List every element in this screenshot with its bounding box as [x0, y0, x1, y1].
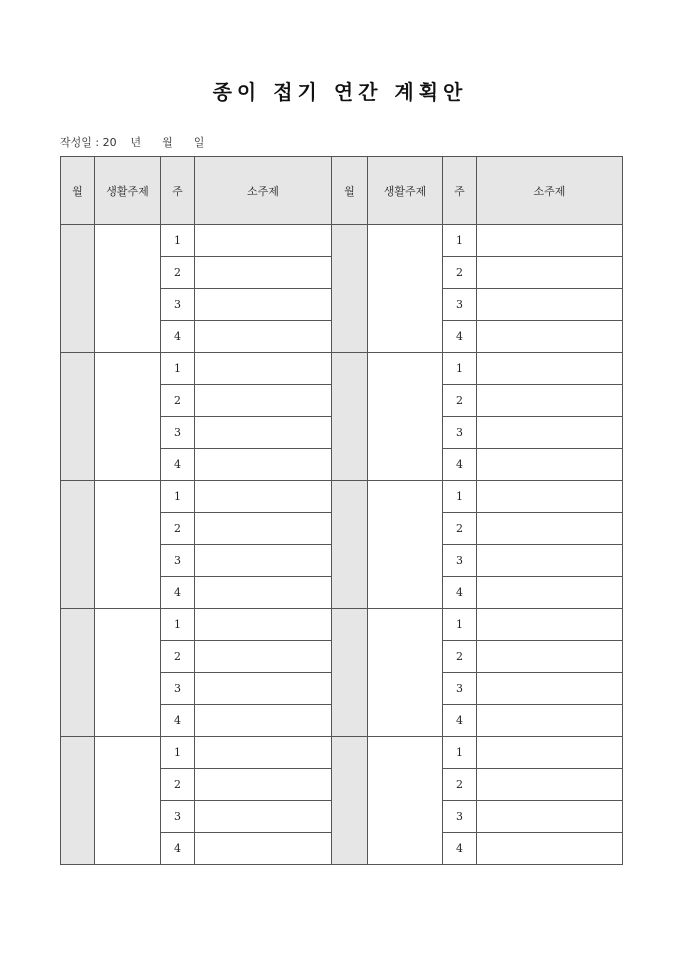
week-number-right: 1 — [443, 609, 477, 641]
sub-theme-cell-right[interactable] — [477, 577, 623, 609]
week-number-right: 1 — [443, 225, 477, 257]
sub-theme-cell-right[interactable] — [477, 449, 623, 481]
sub-theme-cell-right[interactable] — [477, 385, 623, 417]
week-number-right: 2 — [443, 513, 477, 545]
sub-theme-cell-left[interactable] — [195, 673, 332, 705]
sub-theme-cell-left[interactable] — [195, 737, 332, 769]
sub-theme-cell-right[interactable] — [477, 801, 623, 833]
sub-theme-cell-left[interactable] — [195, 801, 332, 833]
sub-theme-cell-right[interactable] — [477, 225, 623, 257]
week-number-left: 1 — [161, 353, 195, 385]
header-month: 월 — [61, 157, 95, 225]
week-number-right: 4 — [443, 321, 477, 353]
week-number-right: 4 — [443, 577, 477, 609]
week-number-right: 3 — [443, 289, 477, 321]
week-number-left: 3 — [161, 545, 195, 577]
week-number-right: 3 — [443, 673, 477, 705]
header-sub-theme: 소주제 — [477, 157, 623, 225]
table-row — [61, 609, 623, 641]
month-cell-left[interactable] — [61, 225, 95, 353]
life-theme-cell-left[interactable] — [95, 737, 161, 865]
life-theme-cell-right[interactable] — [368, 481, 443, 609]
week-number-right: 3 — [443, 417, 477, 449]
week-number-right: 1 — [443, 737, 477, 769]
week-number-left: 4 — [161, 321, 195, 353]
sub-theme-cell-left[interactable] — [195, 385, 332, 417]
sub-theme-cell-left[interactable] — [195, 609, 332, 641]
week-number-left: 4 — [161, 833, 195, 865]
sub-theme-cell-left[interactable] — [195, 769, 332, 801]
week-number-right: 2 — [443, 769, 477, 801]
sub-theme-cell-left[interactable] — [195, 513, 332, 545]
life-theme-cell-left[interactable] — [95, 609, 161, 737]
life-theme-cell-left[interactable] — [95, 353, 161, 481]
header-life-theme: 생활주제 — [95, 157, 161, 225]
header-sub-theme: 소주제 — [195, 157, 332, 225]
life-theme-cell-right[interactable] — [368, 609, 443, 737]
life-theme-cell-left[interactable] — [95, 225, 161, 353]
sub-theme-cell-left[interactable] — [195, 641, 332, 673]
plan-body — [61, 225, 623, 865]
month-cell-left[interactable] — [61, 481, 95, 609]
sub-theme-cell-left[interactable] — [195, 449, 332, 481]
week-number-left: 4 — [161, 705, 195, 737]
page-title: 종이 접기 연간 계획안 — [212, 80, 468, 104]
sub-theme-cell-right[interactable] — [477, 641, 623, 673]
week-number-left: 3 — [161, 673, 195, 705]
sub-theme-cell-left[interactable] — [195, 257, 332, 289]
month-cell-left[interactable] — [61, 609, 95, 737]
week-number-left: 3 — [161, 289, 195, 321]
sub-theme-cell-right[interactable] — [477, 353, 623, 385]
sub-theme-cell-right[interactable] — [477, 705, 623, 737]
week-number-left: 1 — [161, 737, 195, 769]
sub-theme-cell-left[interactable] — [195, 289, 332, 321]
table-row — [61, 225, 623, 257]
sub-theme-cell-right[interactable] — [477, 609, 623, 641]
week-number-right: 2 — [443, 641, 477, 673]
week-number-left: 3 — [161, 801, 195, 833]
week-number-right: 4 — [443, 833, 477, 865]
week-number-right: 1 — [443, 481, 477, 513]
week-number-right: 2 — [443, 257, 477, 289]
week-number-left: 4 — [161, 449, 195, 481]
sub-theme-cell-right[interactable] — [477, 289, 623, 321]
week-number-left: 1 — [161, 609, 195, 641]
annual-plan-table — [60, 156, 623, 865]
sub-theme-cell-right[interactable] — [477, 481, 623, 513]
week-number-right: 3 — [443, 801, 477, 833]
life-theme-cell-left[interactable] — [95, 481, 161, 609]
month-cell-right[interactable] — [332, 225, 368, 353]
month-cell-left[interactable] — [61, 737, 95, 865]
week-number-left: 2 — [161, 769, 195, 801]
sub-theme-cell-left[interactable] — [195, 705, 332, 737]
sub-theme-cell-right[interactable] — [477, 513, 623, 545]
week-number-left: 2 — [161, 513, 195, 545]
written-date-line: 작성일 : 20 년 월 일 — [60, 136, 205, 149]
sub-theme-cell-right[interactable] — [477, 737, 623, 769]
week-number-right: 2 — [443, 385, 477, 417]
sub-theme-cell-left[interactable] — [195, 417, 332, 449]
table-row — [61, 737, 623, 769]
week-number-left: 1 — [161, 481, 195, 513]
sub-theme-cell-left[interactable] — [195, 481, 332, 513]
week-number-left: 1 — [161, 225, 195, 257]
month-cell-right[interactable] — [332, 481, 368, 609]
header-row — [61, 157, 623, 225]
sub-theme-cell-left[interactable] — [195, 545, 332, 577]
header-life-theme: 생활주제 — [368, 157, 443, 225]
sub-theme-cell-left[interactable] — [195, 833, 332, 865]
sub-theme-cell-right[interactable] — [477, 545, 623, 577]
life-theme-cell-right[interactable] — [368, 353, 443, 481]
life-theme-cell-right[interactable] — [368, 225, 443, 353]
sub-theme-cell-left[interactable] — [195, 577, 332, 609]
sub-theme-cell-right[interactable] — [477, 321, 623, 353]
table-row — [61, 481, 623, 513]
week-number-left: 3 — [161, 417, 195, 449]
header-month: 월 — [332, 157, 368, 225]
month-cell-right[interactable] — [332, 609, 368, 737]
month-cell-right[interactable] — [332, 353, 368, 481]
sub-theme-cell-left[interactable] — [195, 225, 332, 257]
life-theme-cell-right[interactable] — [368, 737, 443, 865]
week-number-right: 3 — [443, 545, 477, 577]
sub-theme-cell-right[interactable] — [477, 417, 623, 449]
sub-theme-cell-right[interactable] — [477, 833, 623, 865]
sub-theme-cell-right[interactable] — [477, 257, 623, 289]
header-week: 주 — [443, 157, 477, 225]
week-number-left: 2 — [161, 257, 195, 289]
week-number-right: 4 — [443, 705, 477, 737]
week-number-left: 2 — [161, 385, 195, 417]
month-cell-left[interactable] — [61, 353, 95, 481]
sub-theme-cell-left[interactable] — [195, 321, 332, 353]
sub-theme-cell-right[interactable] — [477, 769, 623, 801]
week-number-left: 4 — [161, 577, 195, 609]
header-week: 주 — [161, 157, 195, 225]
sub-theme-cell-left[interactable] — [195, 353, 332, 385]
table-row — [61, 353, 623, 385]
week-number-left: 2 — [161, 641, 195, 673]
week-number-right: 4 — [443, 449, 477, 481]
sub-theme-cell-right[interactable] — [477, 673, 623, 705]
week-number-right: 1 — [443, 353, 477, 385]
month-cell-right[interactable] — [332, 737, 368, 865]
